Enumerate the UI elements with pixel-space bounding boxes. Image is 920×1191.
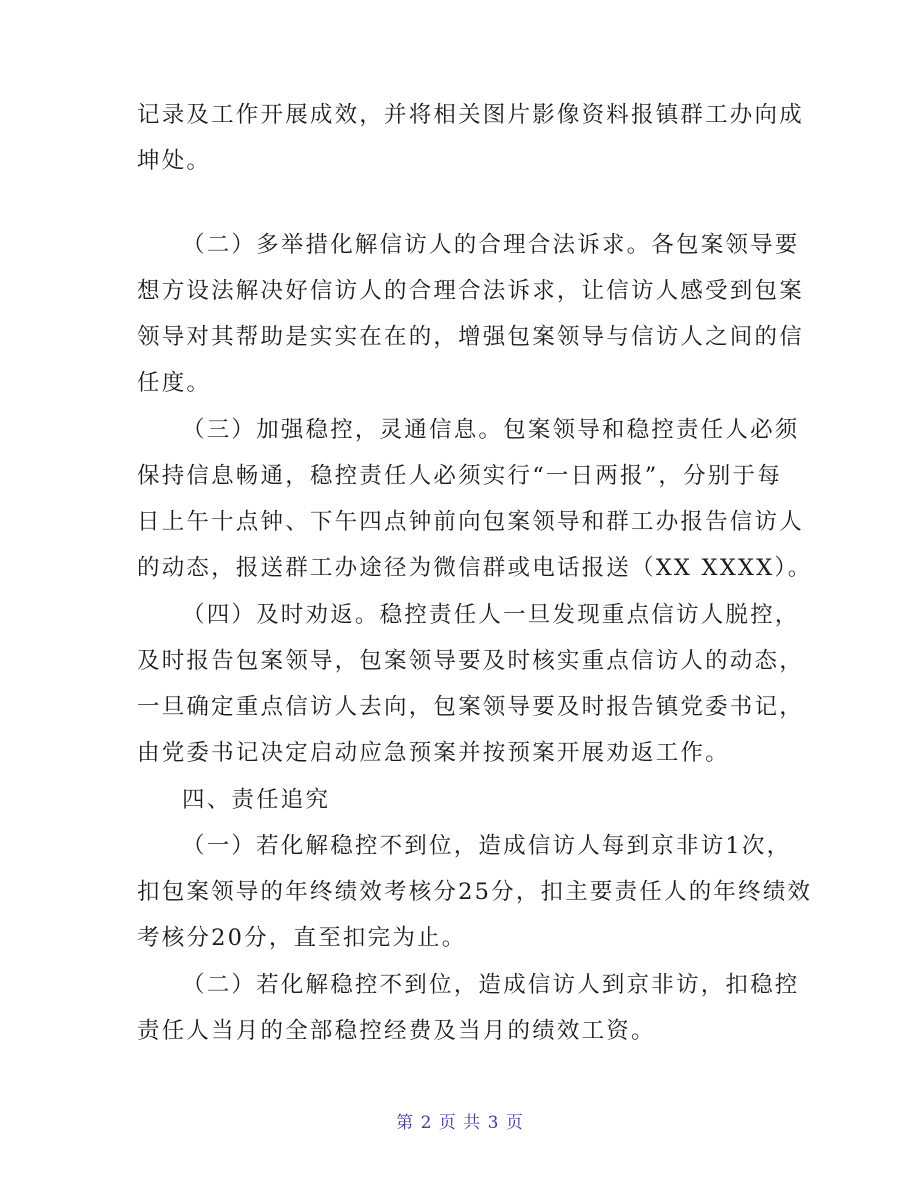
paragraph-line: 日上午十点钟、下午四点钟前向包案领导和群工办报告信访人	[137, 509, 804, 535]
paragraph-line: 想方设法解决好信访人的合理合法诉求，让信访人感受到包案	[137, 278, 804, 304]
paragraph-line: 责任人当月的全部稳控经费及当月的绩效工资。	[137, 1018, 656, 1044]
section-heading: 四、责任追究	[182, 787, 331, 813]
paragraph-line: 及时报告包案领导，包案领导要及时核实重点信访人的动态，	[137, 648, 804, 674]
paragraph-line: 的动态，报送群工办途径为微信群或电话报送（XX XXXX）。	[137, 555, 813, 581]
paragraph-line: （三）加强稳控，灵通信息。包案领导和稳控责任人必须	[182, 417, 800, 443]
paragraph-line: （一）若化解稳控不到位，造成信访人每到京非访1次，	[182, 833, 792, 859]
paragraph-line: 坤处。	[137, 148, 212, 174]
paragraph-line: 记录及工作开展成效，并将相关图片影像资料报镇群工办向成	[137, 102, 804, 128]
page-number-footer: 第 2 页 共 3 页	[396, 1113, 524, 1133]
paragraph-line: （二）若化解稳控不到位，造成信访人到京非访，扣稳控	[182, 972, 800, 998]
paragraph-line: 领导对其帮助是实实在在的，增强包案领导与信访人之间的信	[137, 324, 804, 350]
paragraph-line: 由党委书记决定启动应急预案并按预案开展劝返工作。	[137, 740, 730, 766]
paragraph-line: 保持信息畅通，稳控责任人必须实行“一日两报”，分别于每	[137, 463, 782, 489]
paragraph-line: 任度。	[137, 370, 212, 396]
paragraph-line: （四）及时劝返。稳控责任人一旦发现重点信访人脱控，	[182, 602, 800, 628]
paragraph-line: （二）多举措化解信访人的合理合法诉求。各包案领导要	[182, 232, 800, 258]
paragraph-line: 考核分20分，直至扣完为止。	[137, 925, 467, 951]
paragraph-line: 一旦确定重点信访人去向，包案领导要及时报告镇党委书记，	[137, 694, 804, 720]
paragraph-line: 扣包案领导的年终绩效考核分25分，扣主要责任人的年终绩效	[137, 879, 813, 905]
